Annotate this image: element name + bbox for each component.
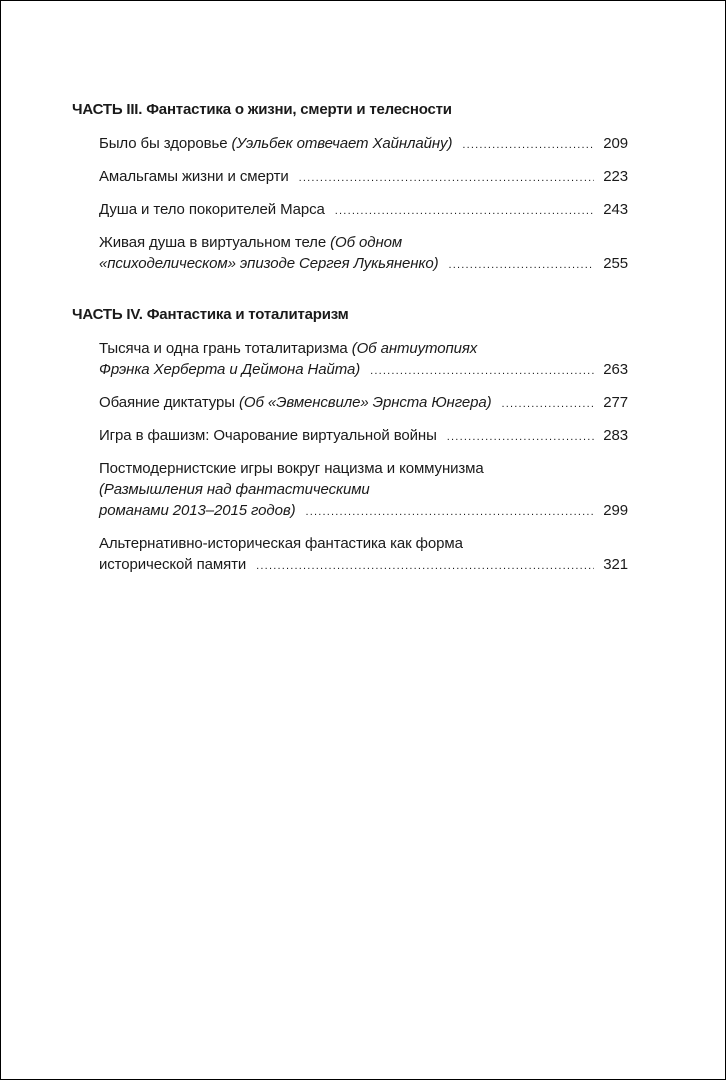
page-number: 243 [603,201,628,218]
entry-title: Тысяча и одна грань тоталитаризма [99,340,352,357]
dot-leader [370,361,594,382]
entry-title: исторической памяти [99,556,247,573]
entry-title: Альтернативно-историческая фантастика как форма [99,535,463,552]
toc-entry[interactable] [99,425,628,448]
page-number: 277 [603,394,628,411]
entry-title: Душа и тело покорителей Марса [99,201,325,218]
toc-entry[interactable] [99,338,628,382]
dot-leader [305,502,594,523]
dot-leader [462,135,594,156]
entry-title: Игра в фашизм: Очарование виртуальной войны [99,427,437,444]
toc-entry[interactable] [99,166,628,189]
part-heading: ЧАСТЬ IV. Фантастика и тоталитаризм [72,306,349,323]
page-number: 209 [603,135,628,152]
entry-subtitle: «психоделическом» эпизоде Сергея Лукьяненко) [99,255,439,272]
entry-subtitle: романами 2013–2015 годов) [99,502,296,519]
part-3 [72,100,628,276]
part-4 [72,305,628,577]
entry-subtitle: (Об антиутопиях [351,340,478,357]
entry-subtitle: (Уэльбек отвечает Хайнлайну) [231,135,453,152]
dot-leader [256,556,594,577]
entry-subtitle: (Об одном [330,234,403,251]
dot-leader [501,394,594,415]
toc-entry[interactable] [99,199,628,222]
dot-leader [299,168,594,189]
page-number: 223 [603,168,628,185]
entry-title: Обаяние диктатуры [99,394,239,411]
entry-title: Было бы здоровье [99,135,232,152]
page-number: 283 [603,427,628,444]
toc-entry[interactable] [99,392,628,415]
toc-entry[interactable] [99,458,628,523]
page-number: 263 [603,361,628,378]
toc-entry[interactable] [99,232,628,276]
entry-subtitle: (Об «Эвменсвиле» Эрнста Юнгера) [239,394,492,411]
entry-subtitle: Фрэнка Херберта и Деймона Найта) [99,361,361,378]
toc-entry[interactable] [99,533,628,577]
page-number: 255 [603,255,628,272]
page-number: 321 [603,556,628,573]
dot-leader [335,201,594,222]
part-heading: ЧАСТЬ III. Фантастика о жизни, смерти и телесности [72,101,452,118]
entry-title: Живая душа в виртуальном теле [99,234,331,251]
table-of-contents [72,100,628,606]
entry-subtitle: (Размышления над фантастическими [99,481,370,498]
toc-entry[interactable] [99,133,628,156]
dot-leader [449,255,594,276]
entry-title: Постмодернистские игры вокруг нацизма и коммунизма [99,460,484,477]
dot-leader [447,427,594,448]
entry-title: Амальгамы жизни и смерти [99,168,289,185]
page-number: 299 [603,502,628,519]
